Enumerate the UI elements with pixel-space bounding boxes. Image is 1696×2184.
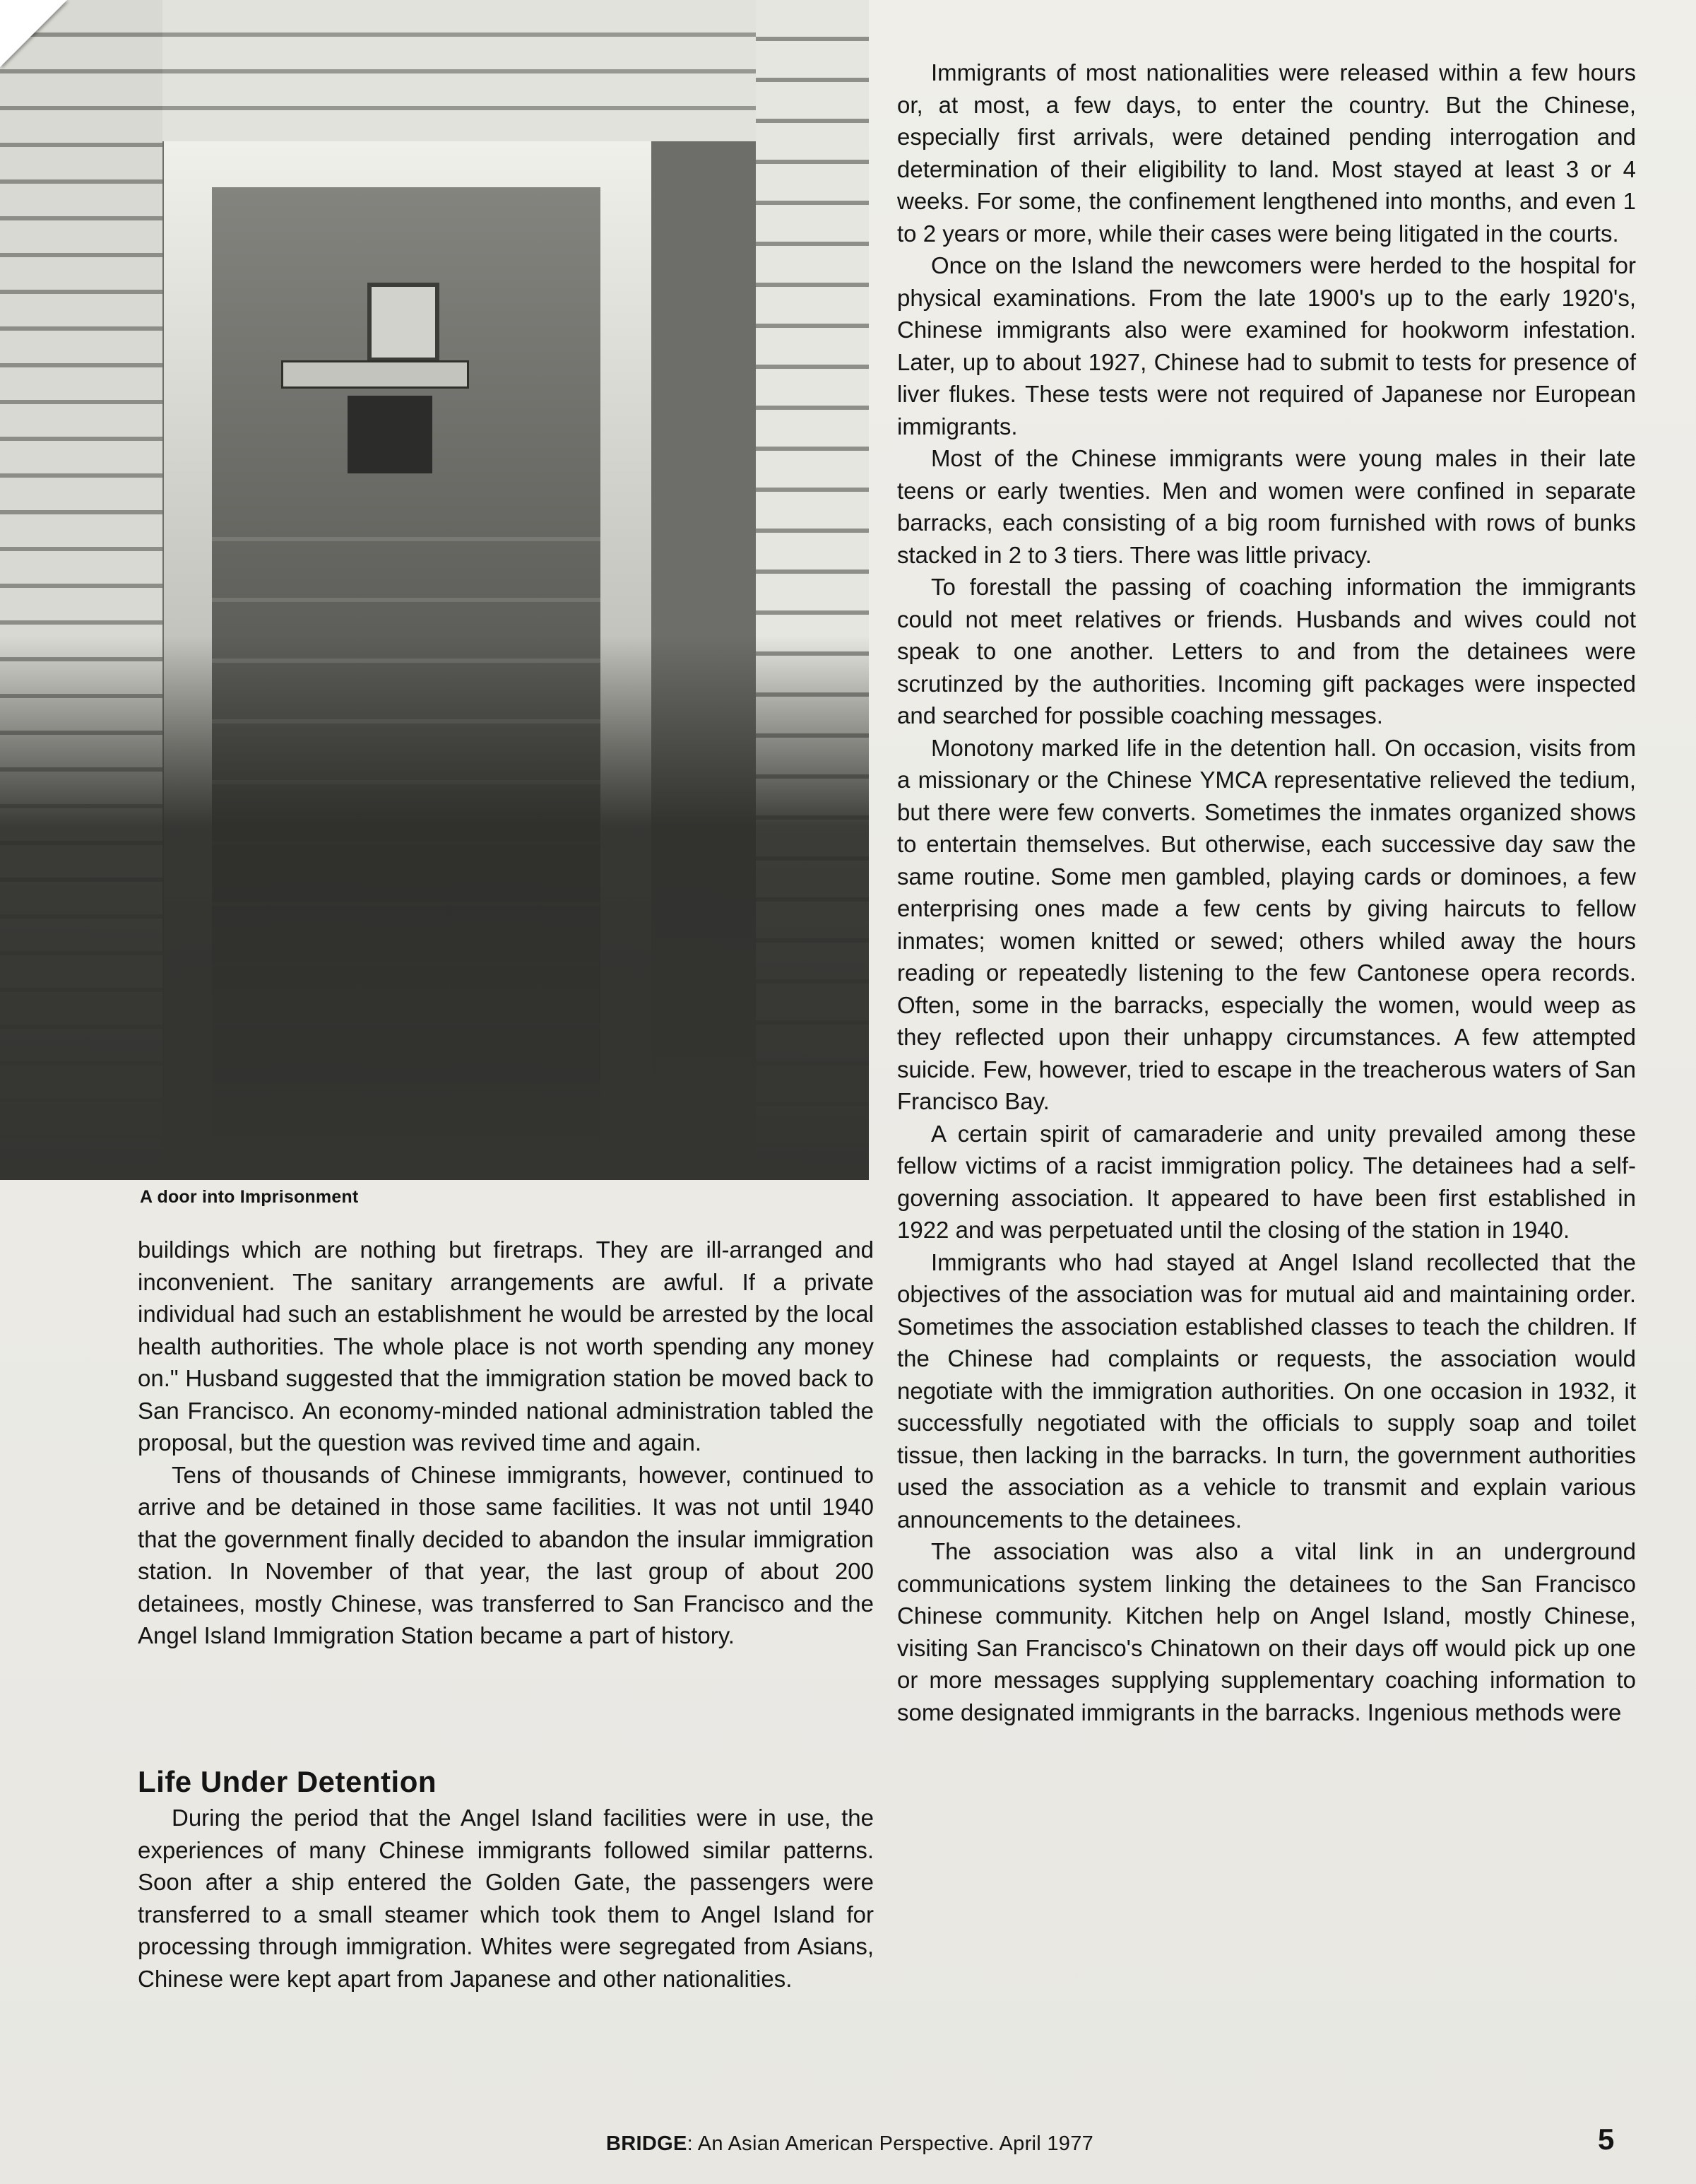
section-text	[138, 1802, 874, 1995]
paragraph: Tens of thousands of Chinese immigrants, however, continued to arrive and be detained in those same facilities. It was not until 1940 that the government finally decided to abandon the insular immigration station. In November of that year, the last group of about 200 detainees, mostly Chinese, was transferred to San Francisco and the Angel Island Immigration Station became a part of history.	[138, 1461, 874, 1648]
paragraph: Monotony marked life in the detention hall. On occasion, visits from a missionary or the Chinese YMCA representative relieved the tedium, but there were few converts. Sometimes the inmates organized shows to entertain themselves. But otherwise, each successive day saw the same routine. Some men gambled, playing cards or dominoes, a few enterprising ones made a few cents by giving haircuts to fellow inmates; women knitted or sewed; others whiled away the hours reading or repeatedly listening to the few Cantonese opera records. Often, some in the barracks, especially the women, would weep as they reflected upon their unhappy circumstances. A few attempted suicide. Few, however, tried to escape in the treacherous waters of San Francisco Bay.	[897, 734, 1636, 1114]
photo-floor-shadow	[0, 636, 869, 1180]
photo-door-plate	[281, 360, 469, 389]
right-column-text	[897, 57, 1636, 1728]
paragraph: Once on the Island the newcomers were herded to the hospital for physical examinations. From the late 1900's up to the early 1920's, Chinese immigrants also were examined for hookworm infestation. Later, up to about 1927, Chinese had to submit to tests for presence of liver flukes. These tests were not required of Japanese nor European immigrants.	[897, 252, 1636, 439]
footer-publication-line	[606, 2132, 1093, 2156]
paragraph: buildings which are nothing but firetraps. They are ill-arranged and inconvenient. The sanitary arrangements are awful. If a private individual had such an establishment he would be arrested by the local health authorities. The whole place is not worth spending any money on." Husband suggested that the immigration station be moved back to San Francisco. An economy-minded national administration tabled the proposal, but the question was revived time and again.	[138, 1236, 874, 1456]
paragraph: Immigrants of most nationalities were released within a few hours or, at most, a few days, to enter the country. But the Chinese, especially first arrivals, were detained pending interrogation and determination of their eligibility to land. Most stayed at least 3 or 4 weeks. For some, the confinement lengthened into months, and even 1 to 2 years or more, while their cases were being litigated in the courts.	[897, 59, 1636, 247]
paragraph: To forestall the passing of coaching information the immigrants could not meet relatives or friends. Husbands and wives could not speak to one another. Letters to and from the detainees were scrutinzed by the authorities. Incoming gift packages were inspected and searched for possible coaching messages.	[897, 574, 1636, 728]
door-photograph	[0, 0, 869, 1180]
paragraph: The association was also a vital link in an underground communications system linking the detainees to the San Francisco Chinese community. Kitchen help on Angel Island, mostly Chinese, visiting San Francisco's Chinatown on their days off would pick up one or more messages supplying supplementary coaching information to some designated immigrants in the barracks. Ingenious methods were	[897, 1538, 1636, 1725]
left-column-text	[138, 1234, 874, 1652]
section-heading: Life Under Detention	[138, 1765, 437, 1798]
photo-wall-top	[162, 0, 756, 141]
photo-door-window	[367, 283, 439, 362]
paragraph: During the period that the Angel Island facilities were in use, the experiences of many Chinese immigrants followed similar patterns. Soon after a ship entered the Golden Gate, the passengers were transferred to a small steamer which took them to Angel Island for processing through immigration. Whites were segregated from Asians, Chinese were kept apart from Japanese and other nationalities.	[138, 1805, 874, 1992]
paragraph: Most of the Chinese immigrants were young males in their late teens or early twenties. Men and women were confined in separate barracks, each consisting of a big room furnished with rows of bunks stacked in 2 to 3 tiers. There was little privacy.	[897, 445, 1636, 568]
paragraph: A certain spirit of camaraderie and unity prevailed among these fellow victims of a racist immigration policy. The detainees had a self-governing association. It appeared to have been first established in 1922 and was perpetuated until the closing of the station in 1940.	[897, 1120, 1636, 1243]
photo-caption: A door into Imprisonment	[140, 1187, 359, 1207]
footer-publication-name: BRIDGE	[606, 2132, 687, 2155]
photo-door-slot	[348, 396, 432, 473]
footer-publication-subtitle: : An Asian American Perspective. April 1977	[687, 2132, 1094, 2155]
page-number: 5	[1598, 2123, 1615, 2156]
page-corner-fold	[0, 0, 67, 67]
paragraph: Immigrants who had stayed at Angel Island recollected that the objectives of the association was for mutual aid and maintaining order. Sometimes the association established classes to teach the children. If the Chinese had complaints or requests, the association would negotiate with the immigration authorities. On one occasion in 1932, it successfully negotiated with the officials to supply soap and toilet tissue, then lacking in the barracks. In turn, the government authorities used the association as a vehicle to transmit and explain various announcements to the detainees.	[897, 1249, 1636, 1533]
